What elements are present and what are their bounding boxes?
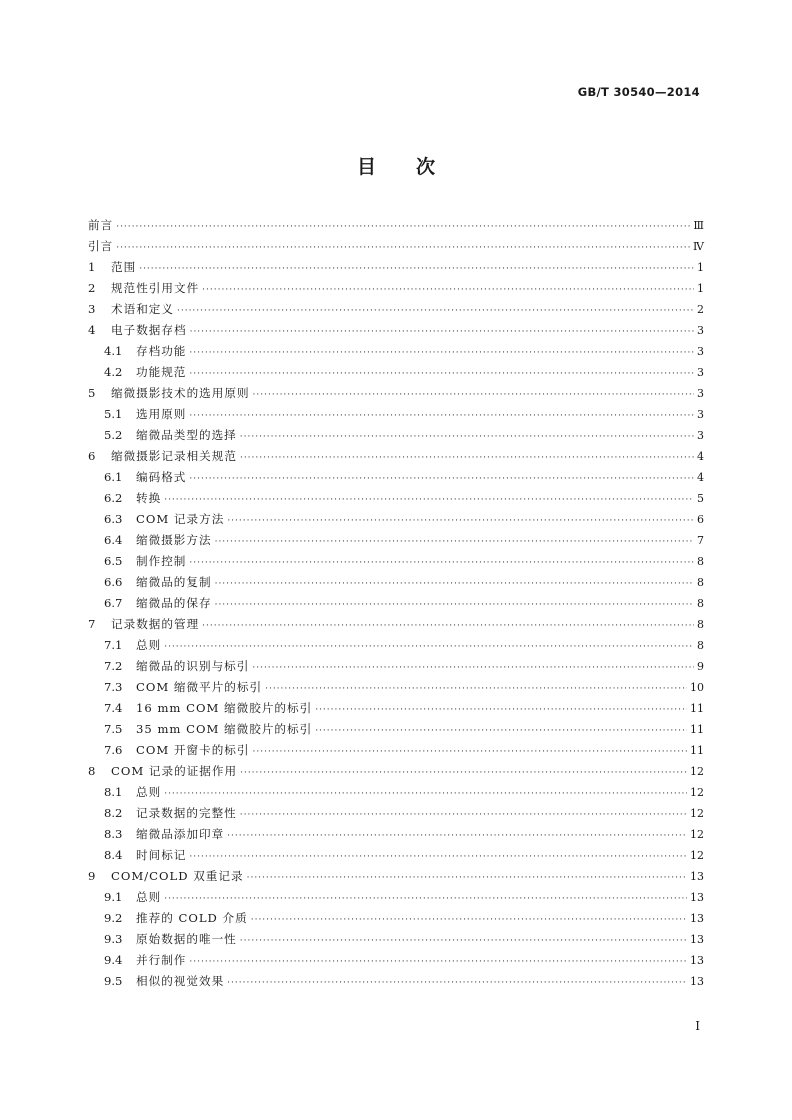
toc-entry[interactable]	[88, 761, 704, 782]
toc-entry[interactable]	[88, 656, 704, 677]
toc-entry-number: 8.1	[104, 785, 123, 799]
toc-entry[interactable]	[88, 614, 704, 635]
toc-dot-leader	[265, 679, 687, 700]
page-title	[0, 152, 792, 179]
toc-entry-label: COM 记录的证据作用	[111, 764, 238, 778]
toc-entry-label: 编码格式	[136, 470, 187, 484]
toc-entry[interactable]	[88, 509, 704, 530]
toc-entry-label: 范围	[111, 260, 137, 274]
toc-entry-page-number: 11	[690, 744, 704, 757]
toc-dot-leader	[253, 385, 694, 406]
toc-entry-number: 9.1	[104, 890, 123, 904]
toc-entry[interactable]	[88, 299, 704, 320]
toc-entry-number: 3	[88, 302, 96, 316]
toc-entry-page-number: 12	[690, 807, 704, 820]
document-code: GB/T 30540—2014	[577, 85, 700, 99]
toc-entry[interactable]	[88, 971, 704, 992]
toc-entry-page-number: 2	[697, 303, 704, 316]
toc-entry[interactable]	[88, 740, 704, 761]
toc-entry-number: 6	[88, 449, 96, 463]
toc-entry-label: 35 mm COM 缩微胶片的标引	[136, 722, 313, 736]
toc-entry-label: 前言	[88, 218, 114, 232]
toc-entry[interactable]	[88, 383, 704, 404]
toc-entry[interactable]	[88, 341, 704, 362]
toc-entry-number: 9	[88, 869, 96, 883]
toc-entry[interactable]	[88, 278, 704, 299]
toc-dot-leader	[215, 574, 694, 595]
toc-entry[interactable]	[88, 866, 704, 887]
toc-entry-number: 7.5	[104, 722, 123, 736]
toc-entry-page-number: 1	[697, 282, 704, 295]
toc-entry[interactable]	[88, 236, 704, 257]
toc-entry[interactable]	[88, 950, 704, 971]
toc-dot-leader	[315, 700, 687, 721]
toc-entry-label: 功能规范	[136, 365, 187, 379]
toc-entry-label: 缩微摄影记录相关规范	[111, 449, 237, 463]
toc-entry-page-number: 10	[690, 681, 704, 694]
toc-entry-page-number: 8	[697, 597, 704, 610]
toc-entry-page-number: 3	[697, 345, 704, 358]
toc-dot-leader	[177, 301, 694, 322]
toc-entry[interactable]	[88, 593, 704, 614]
toc-entry[interactable]	[88, 635, 704, 656]
toc-entry-number: 4.1	[104, 344, 123, 358]
toc-entry-number: 1	[88, 260, 96, 274]
toc-entry[interactable]	[88, 425, 704, 446]
toc-entry-label: 制作控制	[136, 554, 187, 568]
toc-dot-leader	[189, 343, 694, 364]
toc-entry-page-number: 13	[690, 954, 704, 967]
toc-entry[interactable]	[88, 488, 704, 509]
toc-entry-number: 6.7	[104, 596, 123, 610]
toc-entry-label: 选用原则	[136, 407, 187, 421]
toc-dot-leader	[189, 952, 687, 973]
toc-entry[interactable]	[88, 362, 704, 383]
toc-dot-leader	[227, 973, 687, 994]
toc-entry-label: 推荐的 COLD 介质	[136, 911, 248, 925]
toc-entry-label: COM 缩微平片的标引	[136, 680, 263, 694]
toc-dot-leader	[253, 742, 688, 763]
toc-entry-page-number: 1	[697, 261, 704, 274]
toc-entry-number: 6.3	[104, 512, 123, 526]
toc-entry-page-number: 3	[697, 429, 704, 442]
toc-entry-page-number: 11	[690, 723, 704, 736]
table-of-contents	[88, 215, 704, 992]
toc-entry-number: 6.2	[104, 491, 123, 505]
toc-entry-number: 6.5	[104, 554, 123, 568]
toc-entry-number: 5.2	[104, 428, 123, 442]
toc-entry-number: 4.2	[104, 365, 123, 379]
toc-entry[interactable]	[88, 677, 704, 698]
toc-entry-page-number: 13	[690, 933, 704, 946]
toc-entry-page-number: 3	[697, 324, 704, 337]
toc-dot-leader	[190, 322, 694, 343]
toc-entry-page-number: 8	[697, 639, 704, 652]
toc-entry[interactable]	[88, 551, 704, 572]
toc-entry-number: 6.6	[104, 575, 123, 589]
toc-dot-leader	[252, 658, 694, 679]
toc-entry-number: 7.2	[104, 659, 123, 673]
toc-entry-page-number: 7	[697, 534, 704, 547]
toc-entry[interactable]	[88, 824, 704, 845]
toc-entry-page-number: 13	[690, 870, 704, 883]
toc-entry-label: 并行制作	[136, 953, 187, 967]
toc-entry[interactable]	[88, 320, 704, 341]
toc-entry-number: 5	[88, 386, 96, 400]
toc-dot-leader	[240, 448, 694, 469]
toc-entry-label: 缩微品类型的选择	[136, 428, 237, 442]
toc-entry-page-number: 13	[690, 891, 704, 904]
toc-entry[interactable]	[88, 467, 704, 488]
title-char-1: 目	[356, 156, 376, 178]
toc-entry-page-number: 4	[697, 450, 704, 463]
toc-dot-leader	[116, 217, 690, 238]
toc-entry-page-number: 5	[697, 492, 704, 505]
toc-entry-label: 规范性引用文件	[111, 281, 200, 295]
toc-entry-label: 原始数据的唯一性	[136, 932, 237, 946]
toc-entry-label: 电子数据存档	[111, 323, 187, 337]
toc-entry-page-number: 12	[690, 786, 704, 799]
toc-entry-label: 引言	[88, 239, 114, 253]
toc-entry-number: 6.1	[104, 470, 123, 484]
toc-entry-number: 7.1	[104, 638, 123, 652]
toc-entry-page-number: Ⅲ	[693, 219, 704, 232]
toc-entry-label: 总则	[136, 785, 162, 799]
toc-entry-number: 6.4	[104, 533, 123, 547]
toc-dot-leader	[247, 868, 687, 889]
toc-entry-number: 8.4	[104, 848, 123, 862]
toc-entry-label: 总则	[136, 890, 162, 904]
toc-entry-number: 9.3	[104, 932, 123, 946]
toc-dot-leader	[189, 406, 694, 427]
toc-entry-number: 7.4	[104, 701, 123, 715]
toc-entry-page-number: 8	[697, 555, 704, 568]
toc-entry-page-number: 3	[697, 387, 704, 400]
toc-entry-page-number: 9	[697, 660, 704, 673]
toc-dot-leader	[164, 490, 694, 511]
toc-entry-page-number: Ⅳ	[693, 240, 704, 253]
toc-entry-page-number: 13	[690, 912, 704, 925]
toc-entry-number: 9.5	[104, 974, 123, 988]
toc-entry[interactable]	[88, 719, 704, 740]
toc-entry[interactable]	[88, 782, 704, 803]
toc-entry-page-number: 4	[697, 471, 704, 484]
toc-entry-page-number: 8	[697, 576, 704, 589]
toc-dot-leader	[189, 469, 694, 490]
toc-entry[interactable]	[88, 446, 704, 467]
toc-entry-label: 16 mm COM 缩微胶片的标引	[136, 701, 313, 715]
toc-entry-label: 缩微摄影技术的选用原则	[111, 386, 250, 400]
toc-entry-label: 记录数据的管理	[111, 617, 200, 631]
title-char-2: 次	[416, 156, 436, 178]
toc-entry[interactable]	[88, 572, 704, 593]
toc-entry-page-number: 13	[690, 975, 704, 988]
toc-entry-label: 记录数据的完整性	[136, 806, 237, 820]
toc-entry-label: 相似的视觉效果	[136, 974, 225, 988]
toc-entry-number: 7.3	[104, 680, 123, 694]
toc-entry-page-number: 8	[697, 618, 704, 631]
toc-entry-number: 7	[88, 617, 96, 631]
page-folio: I	[695, 1019, 700, 1033]
toc-entry-page-number: 3	[697, 408, 704, 421]
toc-entry-label: 存档功能	[136, 344, 187, 358]
toc-entry-page-number: 3	[697, 366, 704, 379]
toc-dot-leader	[164, 784, 687, 805]
toc-entry-number: 9.4	[104, 953, 123, 967]
toc-entry-page-number: 6	[697, 513, 704, 526]
toc-entry-number: 4	[88, 323, 96, 337]
toc-dot-leader	[215, 532, 694, 553]
toc-entry-number: 5.1	[104, 407, 123, 421]
toc-entry-page-number: 11	[690, 702, 704, 715]
toc-entry-label: 缩微品的保存	[136, 596, 212, 610]
toc-entry-label: 缩微品的识别与标引	[136, 659, 250, 673]
toc-entry[interactable]	[88, 530, 704, 551]
toc-entry[interactable]	[88, 929, 704, 950]
toc-entry[interactable]	[88, 803, 704, 824]
toc-entry[interactable]	[88, 887, 704, 908]
toc-entry-page-number: 12	[690, 849, 704, 862]
toc-dot-leader	[315, 721, 687, 742]
toc-dot-leader	[240, 805, 687, 826]
toc-entry[interactable]	[88, 257, 704, 278]
toc-entry-label: 术语和定义	[111, 302, 174, 316]
toc-dot-leader	[240, 931, 687, 952]
toc-entry-page-number: 12	[690, 765, 704, 778]
toc-entry-label: 总则	[136, 638, 162, 652]
toc-dot-leader	[164, 637, 694, 658]
toc-entry-label: 缩微品添加印章	[136, 827, 225, 841]
toc-dot-leader	[202, 616, 694, 637]
toc-dot-leader	[215, 595, 694, 616]
toc-entry-label: COM 开窗卡的标引	[136, 743, 250, 757]
toc-dot-leader	[139, 259, 694, 280]
toc-entry-number: 8.3	[104, 827, 123, 841]
toc-entry[interactable]	[88, 404, 704, 425]
toc-dot-leader	[227, 826, 687, 847]
toc-dot-leader	[164, 889, 687, 910]
toc-dot-leader	[240, 763, 687, 784]
toc-dot-leader	[227, 511, 694, 532]
toc-entry-label: 时间标记	[136, 848, 187, 862]
toc-entry-number: 7.6	[104, 743, 123, 757]
toc-entry[interactable]	[88, 698, 704, 719]
toc-dot-leader	[240, 427, 694, 448]
toc-entry-number: 8	[88, 764, 96, 778]
toc-entry[interactable]	[88, 845, 704, 866]
toc-entry[interactable]	[88, 215, 704, 236]
toc-dot-leader	[251, 910, 687, 931]
toc-entry-number: 2	[88, 281, 96, 295]
toc-dot-leader	[189, 847, 687, 868]
toc-entry-label: COM/COLD 双重记录	[111, 869, 244, 883]
toc-dot-leader	[116, 238, 690, 259]
toc-entry-number: 9.2	[104, 911, 123, 925]
toc-entry-number: 8.2	[104, 806, 123, 820]
toc-dot-leader	[189, 553, 694, 574]
toc-entry-label: 缩微品的复制	[136, 575, 212, 589]
toc-entry[interactable]	[88, 908, 704, 929]
toc-dot-leader	[189, 364, 694, 385]
toc-entry-label: 转换	[136, 491, 162, 505]
toc-dot-leader	[202, 280, 694, 301]
toc-entry-page-number: 12	[690, 828, 704, 841]
toc-entry-label: COM 记录方法	[136, 512, 225, 526]
toc-entry-label: 缩微摄影方法	[136, 533, 212, 547]
